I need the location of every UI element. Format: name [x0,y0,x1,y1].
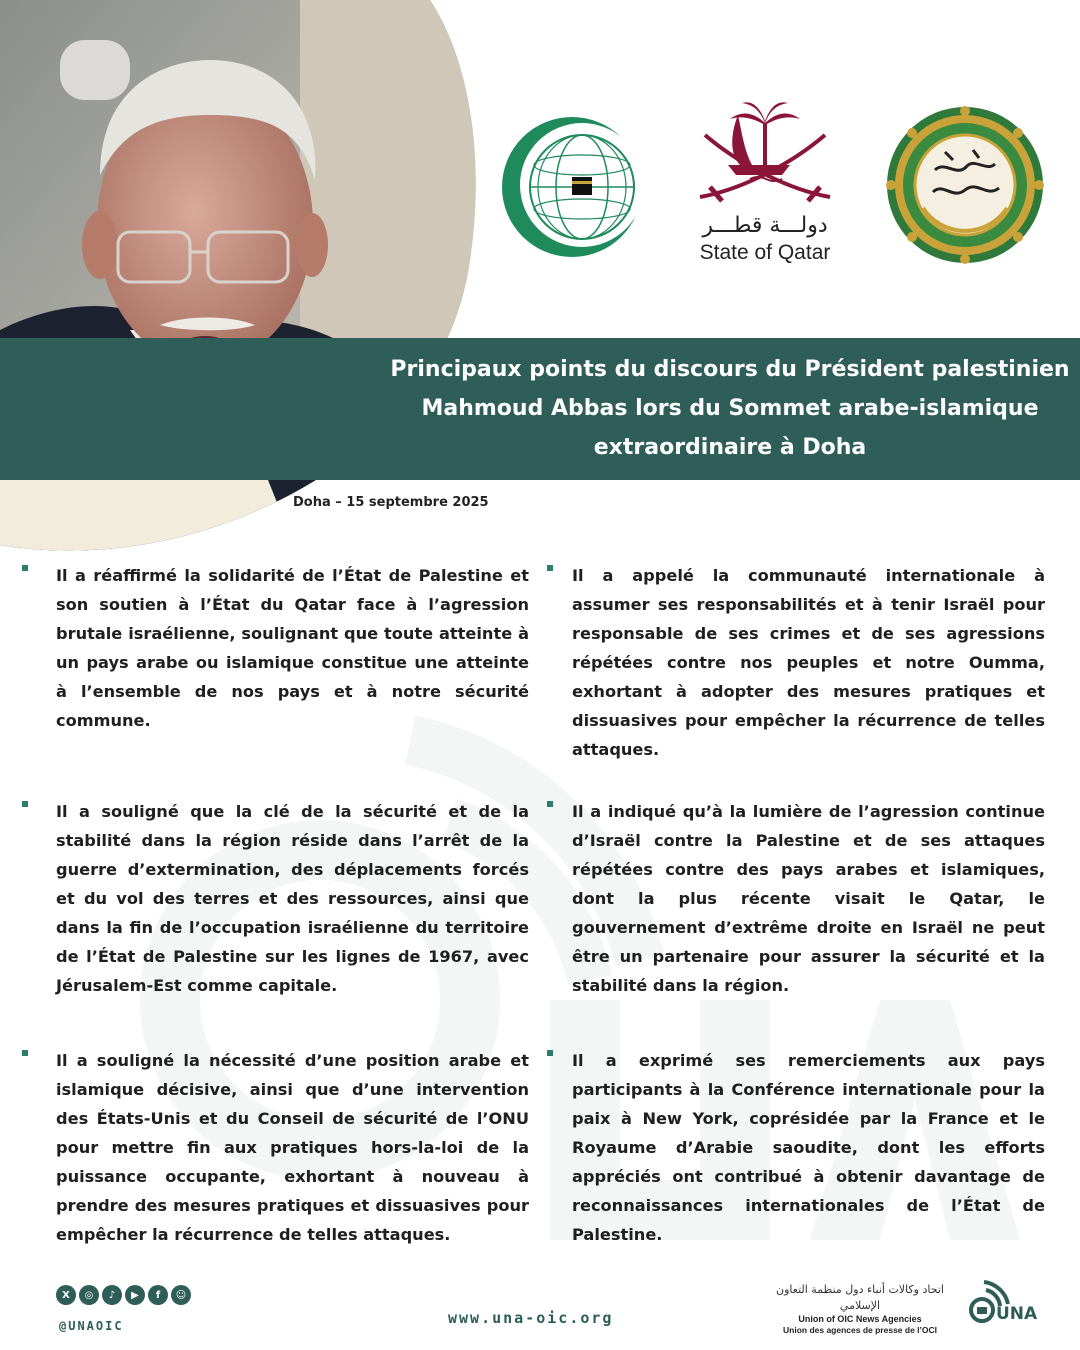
arab-league-logo [883,100,1048,270]
website-link[interactable]: www.una-oic.org [448,1309,614,1327]
oic-logo [500,115,645,260]
bullet-marker [22,565,28,571]
x-icon[interactable]: X [56,1285,76,1305]
state-of-qatar-logo [680,95,850,275]
point-solidarity: Il a réaffirmé la solidarité de l’État de Palestine et son soutien à l’État du Qatar face à l’agression brutale israélienne, soulignant que toute atteinte à un pays arabe ou islamique constitue une atteinte à l’ensemble de nos pays et à notre sécurité commune. [56,566,529,730]
bullet-marker [22,801,28,807]
tiktok-icon[interactable]: ♪ [102,1285,122,1305]
point-thanks-conference: Il a exprimé ses remerciements aux pays participants à la Conférence internationale pour la paix à New York, coprésidée par la France et le Royaume d’Arabie saoudite, dont les efforts appréciés ont contribué à obtenir davantage de reconnaissances internationales de l’État de Palestine. [572,1051,1045,1244]
union-english-name: Union of OIC News Agencies [798,1314,922,1324]
facebook-icon[interactable]: f [148,1285,168,1305]
instagram-icon[interactable]: ◎ [79,1285,99,1305]
point-international-community: Il a appelé la communauté internationale à assumer ses responsabilités et à tenir Israël pour responsable de ses crimes et de ses agressions répétées contre nos peuples et notre Oumma, exhortant à adopter des mesures pratiques et dissuasives pour empêcher la récurrence de telles attaques. [572,566,1045,759]
point-security-key: Il a souligné que la clé de la sécurité et de la stabilité dans la région réside dans l’arrêt de la guerre d’extermination, des déplacements forcés et du vol des terres et des ressources, ainsi que dans la fin de l’occupation israélienne du territoire de l’État de Palestine sur les lignes de 1967, avec Jérusalem-Est comme capitale. [56,802,529,995]
union-arabic-name: اتحاد وكالات أنباء دول منظمة التعاون الإسلامي [776,1283,944,1312]
point-israeli-government: Il a indiqué qu’à la lumière de l’agression continue d’Israël contre la Palestine et de ses attaques répétées contre des pays arabes et islamiques, dont la plus récente visait le Qatar, le gouvernement d’extrême droite en Israël ne peut être un partenaire pour assurer la sécurité et la stabilité dans la région. [572,802,1045,995]
bullet-marker [547,565,553,571]
union-french-name: Union des agences de presse de l’OCI [783,1325,937,1335]
union-of-oic-news-agencies [770,1282,950,1336]
bullet-marker [22,1050,28,1056]
una-logo-text: UNA [996,1304,1038,1324]
bullet-marker [547,1050,553,1056]
bullet-marker [547,801,553,807]
point-decisive-position: Il a souligné la nécessité d’une position arabe et islamique décisive, ainsi que d’une intervention des États-Unis et du Conseil de sécurité de l’ONU pour mettre fin aux pratiques hors-la-loi de la puissance occupante, exhortant à nouveau à prendre des mesures pratiques et dissuasives pour empêcher la récurrence de telles attaques. [56,1051,529,1244]
una-logo [962,1278,1042,1328]
dateline: Doha – 15 septembre 2025 [293,495,489,510]
page-title: Principaux points du discours du Président palestinien Mahmoud Abbas lors du Sommet arabe-islamique extraordinaire à Doha [390,357,1070,460]
social-icons [56,1285,191,1305]
youtube-icon[interactable]: ▶ [125,1285,145,1305]
snapchat-icon[interactable]: ☺ [171,1285,191,1305]
qatar-english-wordmark: State of Qatar [699,241,831,264]
social-handle: @UNAOIC [59,1319,124,1333]
qatar-arabic-wordmark: دولـــة قطـــر [702,213,828,238]
